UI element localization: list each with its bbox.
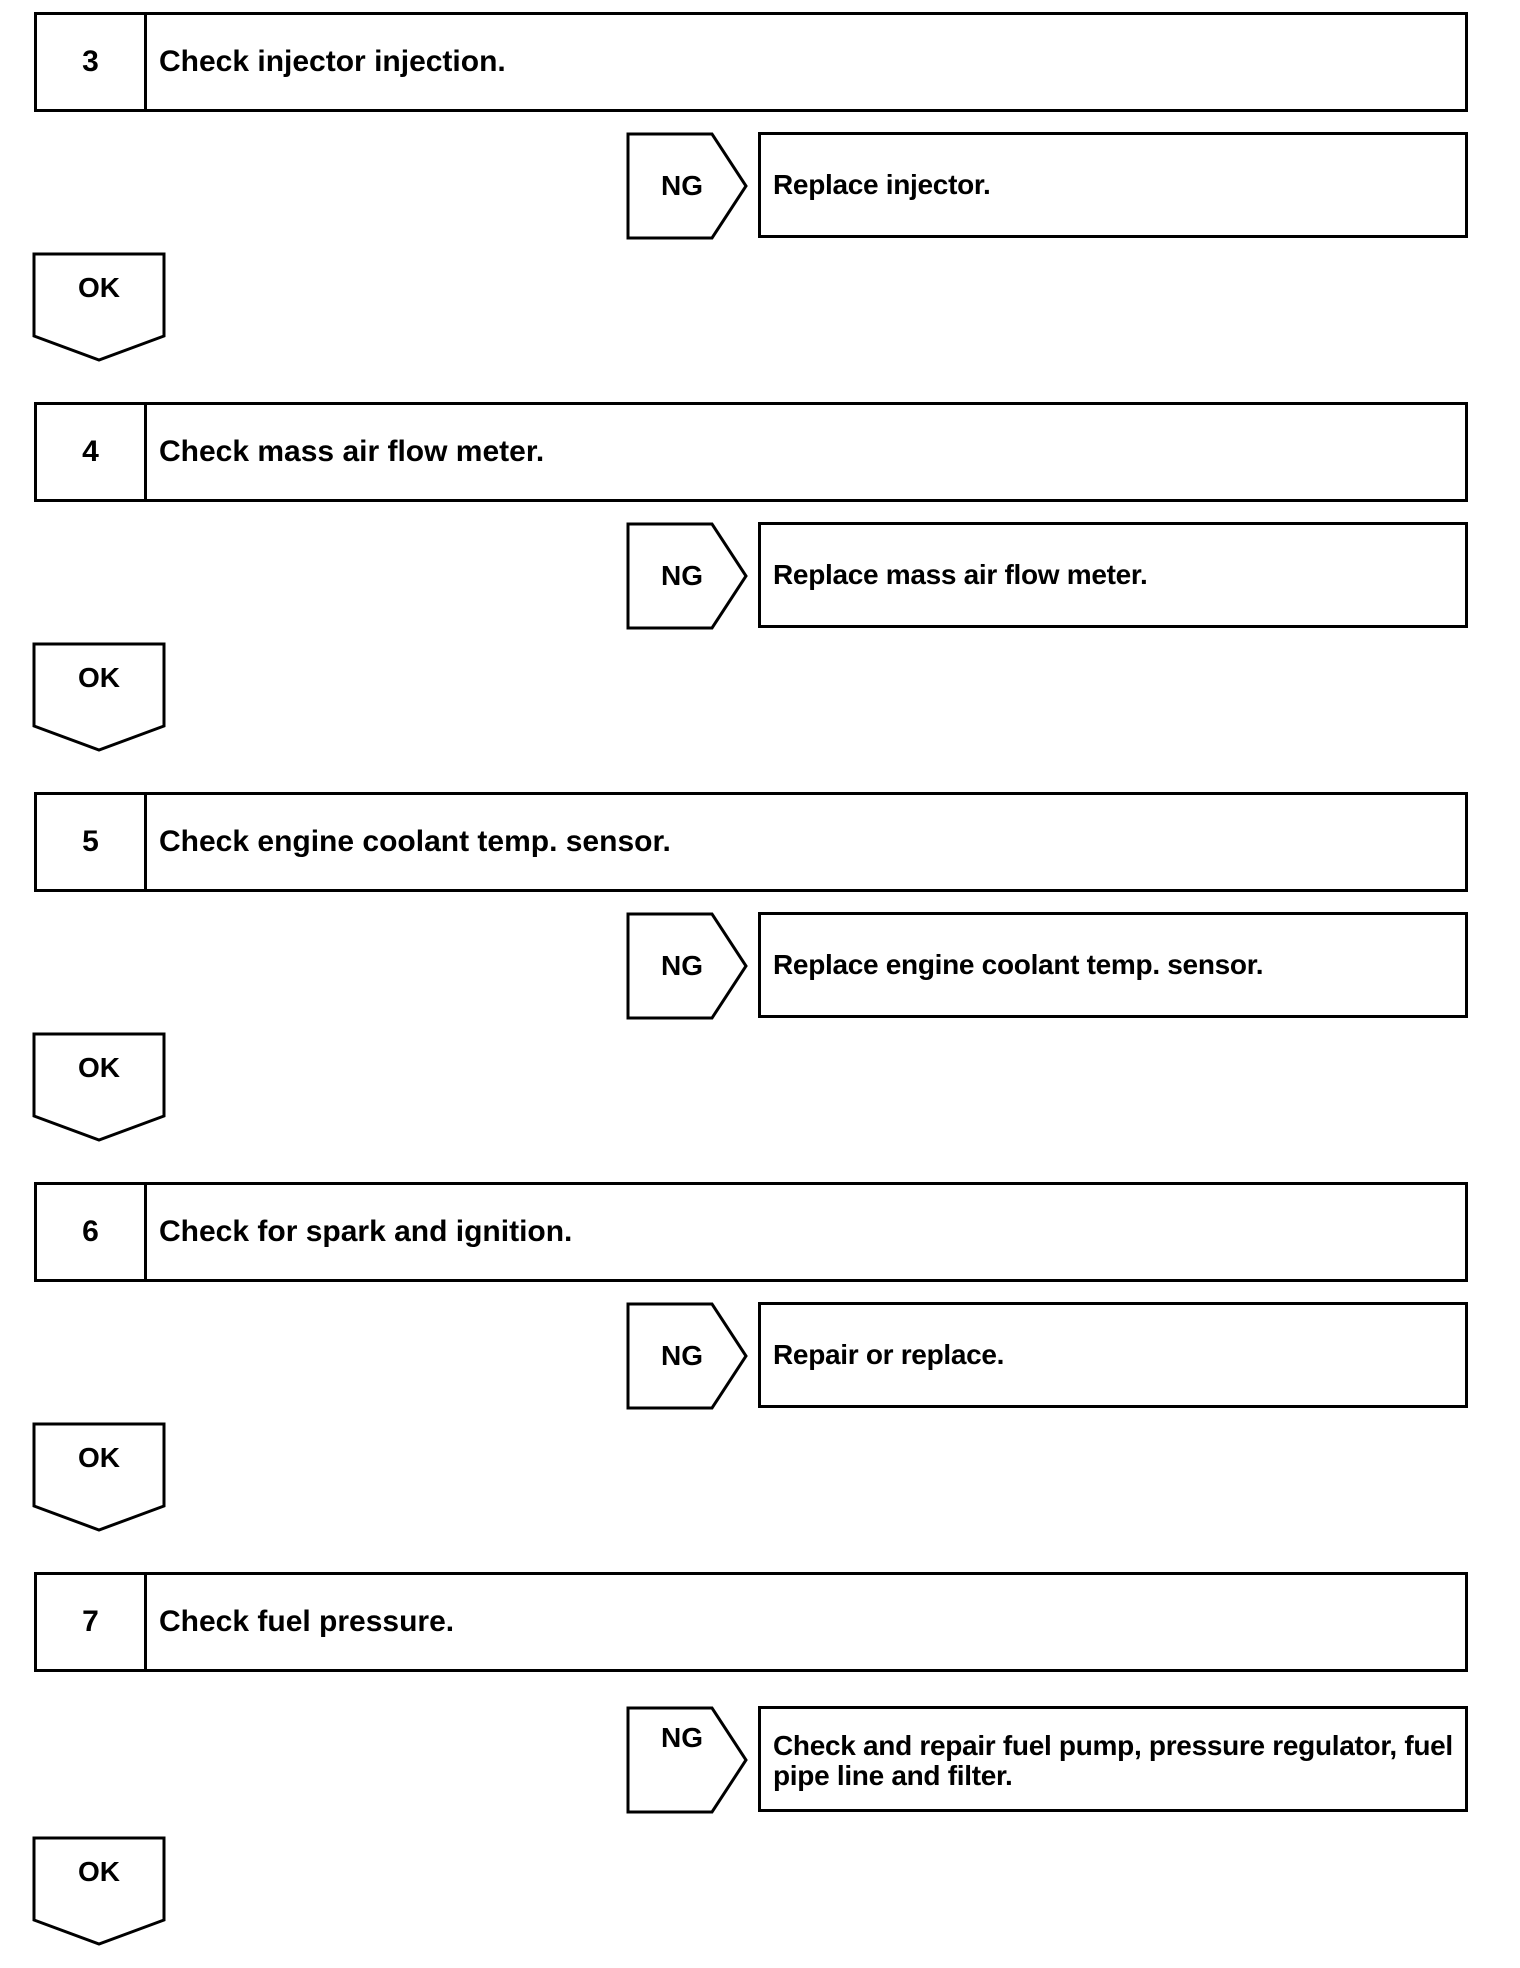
step-box [34,12,1468,112]
step-block-7 [0,1560,1520,1950]
ok-label: OK [78,1856,120,1887]
ng-label: NG [661,560,703,591]
ok-label: OK [78,1052,120,1083]
step-number: 6 [37,1185,147,1279]
ng-action-box: Replace engine coolant temp. sensor. [758,912,1468,1018]
ok-label: OK [78,272,120,303]
ok-arrow-tag [32,1032,166,1142]
ng-arrow-tag [626,132,750,240]
step-text: Check fuel pressure. [159,1605,455,1638]
step-text: Check for spark and ignition. [159,1215,573,1248]
step-box [34,402,1468,502]
ng-label: NG [661,1340,703,1371]
step-number: 3 [37,15,147,109]
step-number: 5 [37,795,147,889]
step-box [34,792,1468,892]
ng-label: NG [661,950,703,981]
step-number: 4 [37,405,147,499]
step-box [34,1182,1468,1282]
ok-arrow-tag [32,252,166,362]
ng-arrow-tag [626,522,750,630]
ok-arrow-tag [32,642,166,752]
ng-action-box: Repair or replace. [758,1302,1468,1408]
step-block-5 [0,780,1520,1170]
step-text: Check injector injection. [159,45,506,78]
ng-arrow-tag [626,1302,750,1410]
step-block-4 [0,390,1520,780]
ng-arrow-tag [626,1706,750,1814]
ng-label: NG [661,1722,703,1753]
ng-arrow-tag [626,912,750,1020]
ok-arrow-tag [32,1422,166,1532]
step-box [34,1572,1468,1672]
ok-arrow-tag [32,1836,166,1946]
step-block-3 [0,0,1520,390]
ng-action-box: Replace injector. [758,132,1468,238]
step-number: 7 [37,1575,147,1669]
step-text: Check engine coolant temp. sensor. [159,825,671,858]
ok-label: OK [78,1442,120,1473]
ng-label: NG [661,170,703,201]
step-block-6 [0,1170,1520,1560]
ng-action-box: Check and repair fuel pump, pressure regulator, fuel pipe line and filter. [758,1706,1468,1812]
ng-action-box: Replace mass air flow meter. [758,522,1468,628]
step-text: Check mass air flow meter. [159,435,545,468]
ok-label: OK [78,662,120,693]
